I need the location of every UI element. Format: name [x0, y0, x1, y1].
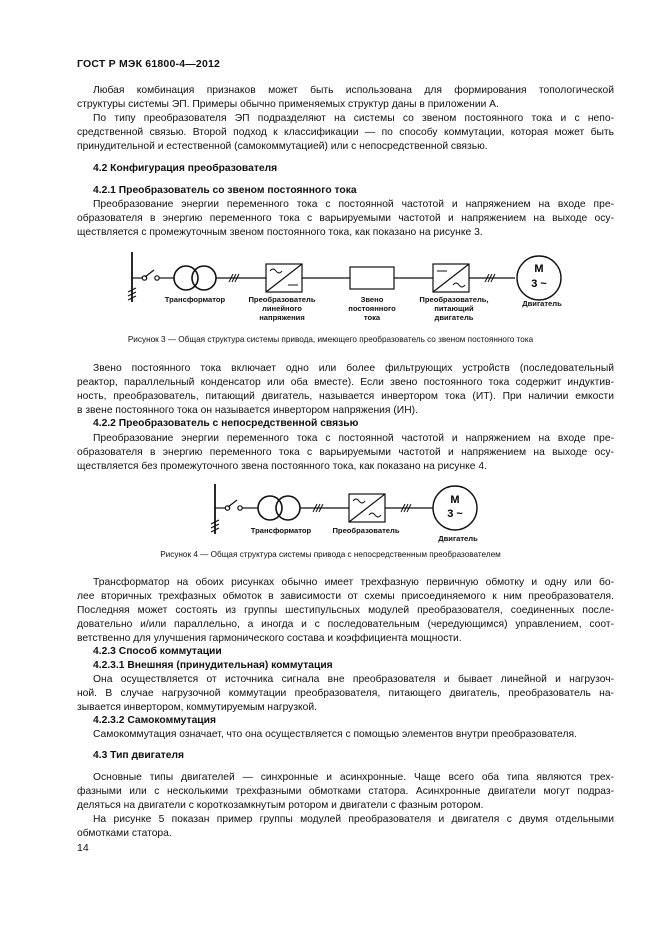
- subsection-heading: 4.2.3.2 Самокоммутация: [93, 715, 216, 726]
- subsection-heading: 4.2.3.1 Внешняя (принудительная) коммутация: [93, 660, 333, 671]
- paragraph-line: ществляется с промежуточным звеном постоянного тока, как показано на рисунке 3.: [77, 227, 483, 238]
- paragraph-line: образователя в энергию переменного тока с варьируемыми частотой и напряжением на выходе осу-: [77, 447, 614, 458]
- paragraph-line: зывается инвертором, коммутируемым нагрузкой.: [77, 702, 318, 713]
- label-dc-link: тока: [363, 313, 381, 322]
- paragraph-line: Преобразование энергии переменного тока с постоянной частотой и напряжением на входе пре-: [93, 199, 614, 210]
- dc-link-block: [350, 267, 394, 289]
- document-header: ГОСТ Р МЭК 61800-4—2012: [77, 58, 221, 70]
- motor-symbol-phase: 3 ~: [531, 278, 547, 290]
- transformer-symbol: [174, 266, 216, 290]
- switch-blade: [145, 270, 154, 277]
- paragraph-line: ветственно для улучшения гармонического состава и коэффициента мощности.: [77, 633, 462, 644]
- label-line-converter: линейного: [262, 304, 302, 313]
- paragraph-line: ность, преобразователь, питающий двигатель, называется инвертором тока (ИТ). При наличии емкости: [77, 391, 614, 402]
- paragraph-line: ществляется без промежуточного звена постоянного тока, как показано на рисунке 4.: [77, 461, 487, 472]
- transformer-symbol: [258, 496, 300, 520]
- label-motor: Двигатель: [522, 299, 562, 308]
- label-dc-link: постоянного: [348, 304, 396, 313]
- paragraph-line: Преобразование энергии переменного тока с постоянной частотой и напряжением на входе пре-: [93, 433, 614, 444]
- subsection-heading: 4.2.1 Преобразователь со звеном постоянного тока: [93, 185, 357, 196]
- paragraph-line: средственной связью. Второй подход к классификации — по способу коммутации, которая может быть: [77, 127, 614, 138]
- paragraph-line: деляться на двигатели с короткозамкнутым ротором и двигатели с фазным ротором.: [77, 800, 484, 811]
- paragraph-line: обмотками статора.: [77, 828, 172, 839]
- paragraph-line: Трансформатор на обоих рисунках обычно имеет трехфазную первичную обмотку и одну или бо-: [93, 577, 614, 588]
- motor-converter-block: [433, 264, 469, 292]
- label-line-converter: напряжения: [259, 313, 305, 322]
- converter-block: [349, 494, 385, 522]
- figure-3-caption: Рисунок 3 — Общая структура системы привода, имеющего преобразователь со звеном постоянного тока: [127, 335, 534, 344]
- paragraph-line: фазными или с несколькими трехфазными обмотками статора. Асинхронные двигатели могут подраз-: [77, 786, 614, 797]
- paragraph-line: Основные типы двигателей — синхронные и асинхронные. Чаще всего оба типа являются трех-: [93, 772, 614, 783]
- three-phase-marks: [229, 274, 239, 282]
- label-line-converter: Преобразователь: [248, 295, 316, 304]
- paragraph-line: образователя в энергию переменного тока с варьируемыми частотой и напряжением на выходе осу-: [77, 213, 614, 224]
- paragraph-line: Последняя может состоять из группы шестипульсных модулей преобразователя, соединенных после-: [77, 605, 614, 616]
- paragraph-line: ной. В случае нагрузочной коммутации преобразователя, питающего двигатель, преобразователь на-: [77, 688, 614, 699]
- motor-symbol-phase: 3 ~: [447, 508, 463, 520]
- switch-blade: [228, 500, 237, 507]
- label-motor-converter: Преобразователь,: [419, 295, 489, 304]
- paragraph-line: На рисунке 5 показан пример группы модулей преобразователя и двигателя с двумя отдельными: [93, 814, 614, 825]
- paragraph-line: в звене постоянного тока он называется инвертором напряжения (ИН).: [77, 405, 418, 416]
- motor-symbol-m: M: [450, 494, 460, 506]
- label-converter: Преобразователь: [332, 526, 400, 535]
- paragraph-line: принудительной и естественной (самокоммутацией) или с непосредственной связью.: [77, 141, 488, 152]
- motor-symbol-m: M: [534, 263, 544, 275]
- paragraph-line: лее вторичных трехфазных обмоток в зависимости от схемы присоединяемого к ним преобразователя.: [77, 591, 614, 602]
- figure-3-diagram: [0, 240, 661, 335]
- label-transformer: Трансформатор: [250, 526, 312, 535]
- paragraph-line: Звено постоянного тока включает одно или более фильтрующих устройств (последовательный: [93, 363, 614, 374]
- paragraph-line: Любая комбинация признаков может быть использована для формирования топологической: [93, 85, 614, 96]
- figure-4-caption: Рисунок 4 — Общая структура системы привода с непосредственным преобразователем: [160, 550, 501, 559]
- label-motor-converter: питающий: [434, 304, 474, 313]
- paragraph-line: Самокоммутация означает, что она осуществляется с помощью элементов внутри преобразователя.: [93, 729, 577, 740]
- paragraph-line: реактор, параллельный конденсатор или оба вместе). Если звено постоянного тока содержит индуктив-: [77, 377, 614, 388]
- page-number: 14: [77, 842, 89, 854]
- label-dc-link: Звено: [360, 295, 384, 304]
- line-converter-block: [266, 264, 302, 292]
- figure-4-diagram: [0, 478, 661, 548]
- label-transformer: Трансформатор: [164, 295, 226, 304]
- label-motor-converter: двигатель: [434, 313, 474, 322]
- paragraph-line: По типу преобразователя ЭП подразделяют на системы со звеном постоянного тока и с непо-: [93, 113, 614, 124]
- paragraph-line: довательно и/или параллельно, а иногда и с последовательным (чередующимся) управлением, соот-: [77, 619, 614, 630]
- subsection-heading: 4.2.2 Преобразователь с непосредственной связью: [93, 418, 359, 429]
- paragraph-line: Она осуществляется от источника сигнала вне преобразователя и бывает линейной и нагрузоч-: [93, 674, 614, 685]
- section-heading: 4.3 Тип двигателя: [93, 750, 185, 761]
- section-heading: 4.2 Конфигурация преобразователя: [93, 163, 278, 174]
- paragraph-line: структуры системы ЭП. Примеры обычно применяемых структур даны в приложении А.: [77, 99, 499, 110]
- label-motor: Двигатель: [438, 534, 478, 543]
- subsection-heading: 4.2.3 Способ коммутации: [93, 646, 222, 657]
